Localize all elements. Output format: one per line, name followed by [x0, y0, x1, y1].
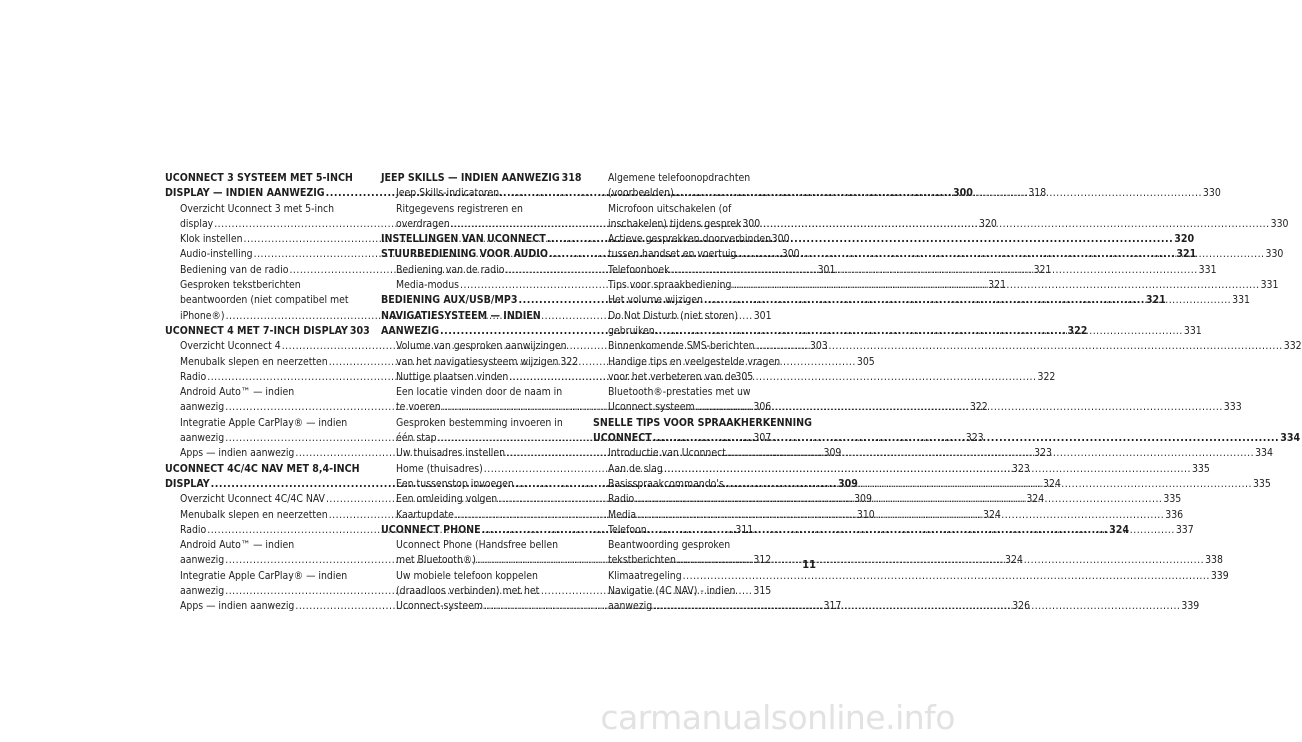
toc-entry-text: tekstberichten — [608, 554, 676, 567]
toc-page-number: 322 — [1067, 324, 1088, 337]
toc-entry-text: Een tussenstop invoegen — [396, 477, 514, 490]
toc-entry — [381, 355, 579, 370]
toc-page-number: 323 — [965, 432, 984, 445]
toc-entry-text: Android Auto™ — indien — [180, 386, 295, 399]
toc-entry-text: (draadloos verbinden) met het — [396, 585, 540, 598]
dot-leader — [704, 293, 1231, 308]
toc-page-number: 331 — [1260, 279, 1279, 292]
toc-page-number: 318 — [1028, 187, 1047, 200]
toc-entry — [593, 370, 789, 385]
toc-entry — [593, 385, 789, 400]
toc-entry-text: Apps — indien aanwezig — [180, 447, 295, 460]
toc-page-number: 320 — [1174, 233, 1195, 246]
toc-heading — [165, 462, 361, 477]
toc-entry-text: Media — [608, 508, 637, 521]
toc-page-number: 331 — [1232, 294, 1250, 307]
toc-entry-text: Bluetooth®-prestaties met uw — [608, 386, 751, 399]
toc-page-number: 324 — [1005, 554, 1023, 567]
toc-page-number: 334 — [1280, 432, 1301, 445]
toc-page-number: 324 — [1109, 523, 1129, 536]
toc-entry — [593, 355, 789, 370]
toc-entry-text: Menubalk slepen en neerzetten — [180, 355, 328, 368]
page-number: 11 — [802, 558, 816, 571]
toc-entry-text: Integratie Apple CarPlay® — indien — [180, 416, 348, 429]
toc-entry-text: JEEP SKILLS — INDIEN AANWEZIG — [381, 172, 560, 184]
toc-entry — [381, 202, 575, 217]
toc-entry-text: UCONNECT 3 SYSTEEM MET 5-INCH — [165, 172, 353, 184]
toc-page-number: 323 — [1011, 462, 1030, 475]
toc-entry-text: beantwoorden (niet compatibel met — [180, 294, 349, 307]
toc-entry-text: gebruiken — [608, 324, 655, 337]
toc-page-number: 312 — [753, 554, 772, 567]
toc-entry-text: Uw thuisadres instellen — [396, 447, 505, 460]
toc-entry — [593, 232, 789, 247]
toc-heading — [593, 416, 812, 431]
toc-entry-text: inschakelen) tijdens gesprek — [608, 217, 742, 230]
toc-page-number: 339 — [1210, 569, 1229, 582]
toc-page-number: 320 — [978, 217, 997, 230]
toc-page-number: 335 — [1191, 462, 1210, 475]
toc-page-number: 309 — [854, 493, 872, 506]
toc-entry-text: Actieve gesprekken doorverbinden — [608, 233, 771, 246]
toc-entry-text: aanwezig — [180, 554, 225, 567]
toc-page-number: 306 — [753, 401, 772, 414]
toc-page-number: 301 — [817, 263, 836, 276]
toc-entry-text: Kaartupdate — [396, 508, 454, 521]
toc-entry-text: Jeep Skills-indicatoren — [396, 187, 500, 200]
toc-entry-text: DISPLAY — INDIEN AANWEZIG — [165, 187, 325, 200]
dot-leader — [675, 186, 1202, 201]
toc-entry — [593, 569, 1229, 584]
toc-page-number: 300 — [953, 187, 973, 200]
toc-page-number: 310 — [856, 508, 875, 521]
toc-page-number: 303 — [349, 324, 370, 337]
dot-leader — [725, 477, 1252, 492]
toc-entry — [165, 569, 361, 584]
toc-entry-text: iPhone®) — [180, 309, 225, 322]
toc-entry-text: Nuttige plaatsen vinden — [396, 370, 509, 383]
toc-entry-text: Overzicht Uconnect 4 — [180, 340, 281, 353]
toc-page-number: 301 — [753, 309, 772, 322]
toc-entry — [165, 385, 361, 400]
dot-leader — [737, 247, 1264, 262]
toc-page-number: 321 — [1145, 294, 1166, 307]
toc-page-number: 309 — [838, 477, 858, 490]
toc-entry-text: Radio — [180, 370, 207, 383]
toc-entry — [165, 293, 361, 308]
toc-page-number: 326 — [1012, 600, 1031, 613]
toc-entry-text: met Bluetooth®) — [396, 554, 476, 567]
toc-entry-text: Uconnect systeem — [608, 401, 695, 414]
toc-page-number: 337 — [1175, 523, 1194, 536]
toc-page-number: 315 — [753, 585, 772, 598]
toc-entry — [381, 339, 575, 354]
toc-entry-text: Do Not Disturb (niet storen) — [608, 309, 738, 322]
toc-entry-text: Handige tips en veelgestelde vragen — [608, 355, 781, 368]
toc-page-number: 321 — [1176, 248, 1197, 261]
toc-entry — [381, 416, 575, 431]
dot-leader — [742, 217, 1269, 232]
toc-entry-text: UCONNECT 4C/4C NAV MET 8,4-INCH — [165, 462, 360, 475]
toc-entry-text: Home (thuisadres) — [396, 462, 483, 475]
toc-entry-text: UCONNECT PHONE — [381, 523, 481, 536]
toc-entry — [593, 309, 789, 324]
toc-page-number: 300 — [771, 233, 790, 246]
toc-entry-text: Klok instellen — [180, 233, 243, 246]
toc-entry-text: Telefoonboek — [608, 263, 670, 276]
toc-entry-text: DISPLAY — [165, 477, 210, 490]
dot-leader — [696, 400, 1223, 415]
toc-entry-text: Het volume wijzigen — [608, 294, 703, 307]
toc-page-number: 332 — [1283, 340, 1302, 353]
toc-page-number: 300 — [742, 217, 761, 230]
dot-leader — [637, 508, 1164, 523]
dot-leader — [664, 462, 1191, 477]
toc-entry-text: BEDIENING AUX/USB/MP3 — [381, 294, 518, 307]
toc-entry-text: SNELLE TIPS VOOR SPRAAKHERKENNING — [593, 416, 812, 429]
dot-leader — [677, 553, 1204, 568]
toc-entry-text: Microfoon uitschakelen (of — [608, 202, 732, 215]
toc-entry-text: voor het verbeteren van de — [608, 370, 737, 383]
toc-entry-text: Overzicht Uconnect 4C/4C NAV — [180, 493, 325, 506]
toc-page-number: 334 — [1255, 447, 1273, 460]
toc-entry-text: Bediening van de radio — [180, 263, 289, 276]
dot-leader — [653, 431, 1279, 446]
toc-entry — [381, 538, 575, 553]
toc-page-number: 303 — [809, 340, 828, 353]
toc-entry-text: één stap — [396, 432, 437, 445]
toc-page-number: 335 — [1163, 493, 1182, 506]
toc-entry-text: NAVIGATIESYSTEEM — INDIEN — [381, 309, 541, 322]
toc-entry-text: Gesproken tekstberichten — [180, 279, 301, 292]
toc-heading — [381, 171, 582, 186]
dot-leader — [656, 324, 1183, 339]
toc-entry-text: STUURBEDIENING VOOR AUDIO — [381, 248, 548, 261]
toc-page-number: 330 — [1202, 187, 1221, 200]
toc-entry-text: Basisspraakcommando's — [608, 477, 724, 490]
toc-page-number: 330 — [1270, 217, 1289, 230]
toc-entry-text: UCONNECT — [593, 432, 652, 445]
toc-heading — [165, 324, 370, 339]
toc-page-number: 330 — [1265, 248, 1284, 261]
toc-page-number: 335 — [1252, 477, 1271, 490]
toc-page-number: 324 — [1043, 477, 1061, 490]
toc-entry-text: Radio — [608, 493, 635, 506]
toc-page-number: 322 — [560, 355, 579, 368]
toc-entry-text: display — [180, 217, 214, 230]
toc-page-number: 331 — [1183, 324, 1202, 337]
toc-page-number: 307 — [753, 432, 772, 445]
toc-entry-text: Gesproken bestemming invoeren in — [396, 416, 563, 429]
toc-entry-text: Audio-instelling — [180, 248, 253, 261]
toc-page-number: 336 — [1165, 508, 1184, 521]
toc-entry-text: te voeren — [396, 401, 441, 414]
toc-entry — [165, 416, 361, 431]
toc-entry-text: Uconnect Phone (Handsfree bellen — [396, 539, 559, 552]
toc-entry-text: Binnenkomende SMS-berichten — [608, 340, 755, 353]
toc-entry-text: INSTELLINGEN VAN UCONNECT — [381, 233, 546, 246]
toc-page-number: 311 — [735, 523, 754, 536]
toc-entry-text: Beantwoording gesproken — [608, 539, 731, 552]
toc-entry-text: Volume van gesproken aanwijzingen — [396, 340, 567, 353]
toc-entry-text: Menubalk slepen en neerzetten — [180, 508, 328, 521]
toc-heading — [381, 309, 575, 324]
toc-entry-text: Integratie Apple CarPlay® — indien — [180, 569, 348, 582]
toc-entry — [381, 584, 575, 599]
toc-page-number: 333 — [1223, 401, 1242, 414]
toc-entry — [165, 538, 361, 553]
toc-entry-text: Apps — indien aanwezig — [180, 600, 295, 613]
toc-entry-text: aanwezig — [608, 600, 653, 613]
toc-entry-text: aanwezig — [180, 432, 225, 445]
toc-entry — [381, 569, 575, 584]
toc-entry-text: UCONNECT 4 MET 7-INCH DISPLAY — [165, 324, 348, 337]
toc-page-number: 339 — [1181, 600, 1200, 613]
toc-entry — [593, 171, 789, 186]
toc-page-number: 338 — [1205, 554, 1223, 567]
toc-page-number: 309 — [823, 447, 842, 460]
dot-leader — [727, 446, 1254, 461]
toc-entry-text: Een omleiding volgen — [396, 493, 498, 506]
dot-leader — [683, 569, 1210, 584]
dot-leader — [732, 278, 1259, 293]
toc-entry — [165, 202, 361, 217]
toc-entry-text: (voorbeelden) — [608, 187, 674, 200]
dot-leader — [756, 339, 1283, 354]
dot-leader — [671, 263, 1198, 278]
toc-entry-text: Een locatie vinden door de naam in — [396, 386, 563, 399]
toc-page-number: 300 — [781, 248, 800, 261]
dot-leader — [653, 599, 1180, 614]
toc-entry-text: Tips voor spraakbediening — [608, 279, 732, 292]
toc-page-number: 305 — [856, 355, 875, 368]
toc-page-number: 322 — [1037, 370, 1056, 383]
toc-entry-text: Navigatie (4C NAV) - indien — [608, 585, 736, 598]
watermark: carmanualsonline.info — [600, 698, 955, 737]
toc-entry-text: Klimaatregeling — [608, 569, 682, 582]
toc-page-number: 321 — [988, 279, 1007, 292]
toc-page-number: 322 — [969, 401, 988, 414]
toc-entry-text: aanwezig — [180, 401, 225, 414]
toc-entry-text: overdragen — [396, 217, 450, 230]
toc-page-number: 331 — [1198, 263, 1217, 276]
toc-entry-text: Bediening van de radio — [396, 263, 505, 276]
toc-entry — [381, 385, 575, 400]
dot-leader — [635, 492, 1162, 507]
toc-entry-text: Aan de slag — [608, 462, 663, 475]
toc-entry — [165, 278, 361, 293]
toc-entry-text: Android Auto™ — indien — [180, 539, 295, 552]
toc-page-number: 317 — [823, 600, 842, 613]
toc-entry-text: Uconnect-systeem — [396, 600, 484, 613]
toc-entry — [593, 584, 789, 599]
toc-entry-text: AANWEZIG — [381, 324, 440, 337]
toc-entry-text: Introductie van Uconnect — [608, 447, 726, 460]
toc-entry-text: Uw mobiele telefoon koppelen — [396, 569, 538, 582]
toc-page-number: 321 — [1033, 263, 1052, 276]
dot-leader — [648, 523, 1175, 538]
toc-entry-text: Telefoon — [608, 523, 647, 536]
toc-page-number: 324 — [983, 508, 1001, 521]
toc-heading — [165, 171, 361, 186]
toc-page-number: 318 — [561, 172, 582, 184]
toc-entry-text: aanwezig — [180, 585, 225, 598]
toc-entry-text: Ritgegevens registreren en — [396, 202, 523, 215]
toc-entry-text: tussen handset en voertuig — [608, 248, 737, 261]
toc-page-number: 323 — [1034, 447, 1052, 460]
toc-entry — [593, 538, 789, 553]
toc-entry-text: Overzicht Uconnect 3 met 5-inch — [180, 202, 335, 215]
toc-entry-text: Radio — [180, 523, 207, 536]
toc-page-number: 324 — [1026, 493, 1045, 506]
toc-entry — [593, 202, 789, 217]
toc-entry-text: van het navigatiesysteem wijzigen — [396, 355, 559, 368]
toc-page-number: 305 — [735, 370, 754, 383]
toc-entry-text: Algemene telefoonopdrachten — [608, 172, 751, 184]
toc-entry-text: Media-modus — [396, 279, 460, 292]
